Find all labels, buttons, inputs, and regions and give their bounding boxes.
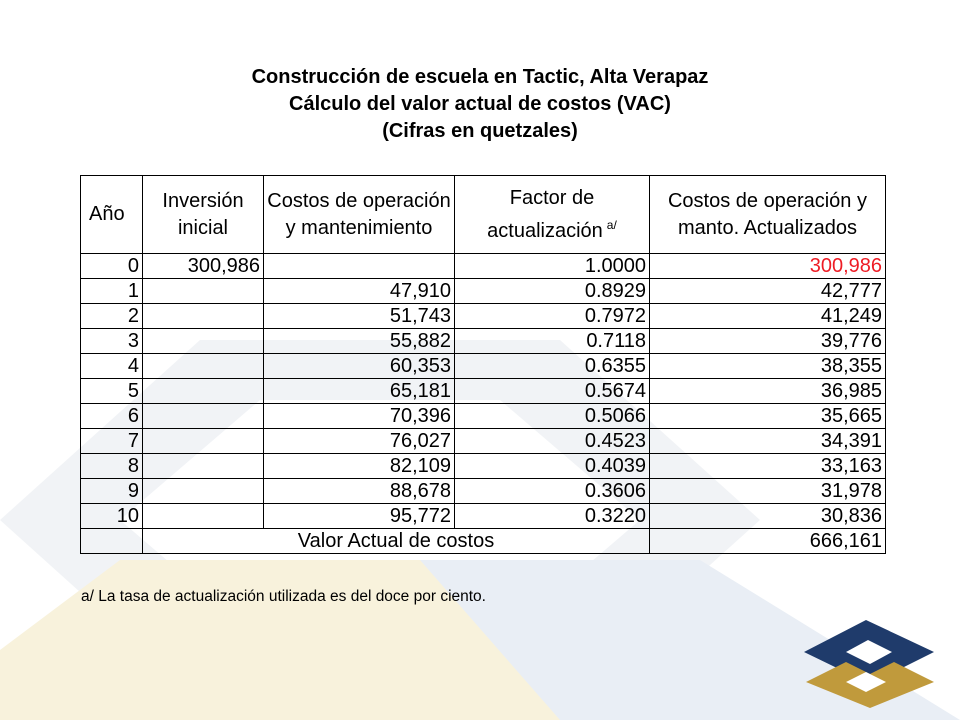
cell-updated: 31,978 [650, 479, 886, 504]
header-row [81, 176, 886, 254]
cell-year: 1 [81, 279, 143, 304]
cell-updated: 42,777 [650, 279, 886, 304]
header-investment: Inversión inicial [143, 176, 264, 254]
cell-investment [143, 304, 264, 329]
cell-factor: 0.8929 [455, 279, 650, 304]
cell-updated: 38,355 [650, 354, 886, 379]
cell-factor: 0.6355 [455, 354, 650, 379]
cell-updated: 33,163 [650, 454, 886, 479]
cell-op-costs: 60,353 [264, 354, 455, 379]
header-factor-label: Factor de actualización [487, 186, 603, 242]
cell-year: 6 [81, 404, 143, 429]
table-row [81, 304, 886, 329]
header-year: Año [81, 176, 143, 254]
cell-investment: 300,986 [143, 254, 264, 279]
cell-investment [143, 279, 264, 304]
logo [800, 618, 940, 710]
cell-op-costs: 95,772 [264, 504, 455, 529]
cell-year: 5 [81, 379, 143, 404]
cell-year: 3 [81, 329, 143, 354]
cell-op-costs: 88,678 [264, 479, 455, 504]
cell-updated: 39,776 [650, 329, 886, 354]
cell-year: 0 [81, 254, 143, 279]
footnote: a/ La tasa de actualización utilizada es del doce por ciento. [81, 588, 486, 605]
cell-investment [143, 479, 264, 504]
table-row [81, 254, 886, 279]
table-row [81, 504, 886, 529]
table-row [81, 479, 886, 504]
table-row [81, 429, 886, 454]
cell-factor: 0.5674 [455, 379, 650, 404]
header-op-costs: Costos de operación y mantenimiento [264, 176, 455, 254]
table-row [81, 279, 886, 304]
cell-factor: 0.3220 [455, 504, 650, 529]
cell-investment [143, 454, 264, 479]
header-factor [455, 176, 650, 254]
table-row [81, 354, 886, 379]
table-row [81, 329, 886, 354]
title-block [0, 64, 960, 145]
cell-op-costs: 70,396 [264, 404, 455, 429]
cell-op-costs: 55,882 [264, 329, 455, 354]
header-factor-note: a/ [606, 217, 617, 232]
cell-year: 2 [81, 304, 143, 329]
title-line-3: (Cifras en quetzales) [382, 120, 578, 142]
cell-factor: 0.3606 [455, 479, 650, 504]
cell-investment [143, 379, 264, 404]
total-row [81, 529, 886, 554]
cell-factor: 0.7972 [455, 304, 650, 329]
cell-op-costs: 65,181 [264, 379, 455, 404]
cell-op-costs: 82,109 [264, 454, 455, 479]
title-line-2: Cálculo del valor actual de costos (VAC) [289, 93, 671, 115]
header-updated-costs: Costos de operación y manto. Actualizados [650, 176, 886, 254]
cell-investment [143, 404, 264, 429]
cell-investment [143, 504, 264, 529]
cell-updated: 36,985 [650, 379, 886, 404]
cell-updated: 30,836 [650, 504, 886, 529]
cell-op-costs: 47,910 [264, 279, 455, 304]
cell-factor: 0.5066 [455, 404, 650, 429]
cell-total-empty [81, 529, 143, 554]
title-line-1: Construcción de escuela en Tactic, Alta Verapaz [251, 66, 709, 88]
table-row [81, 404, 886, 429]
table-row [81, 379, 886, 404]
cell-investment [143, 354, 264, 379]
cell-factor: 0.7118 [455, 329, 650, 354]
vac-table [80, 175, 886, 554]
cell-year: 7 [81, 429, 143, 454]
cell-op-costs: 51,743 [264, 304, 455, 329]
table-row [81, 454, 886, 479]
cell-factor: 1.0000 [455, 254, 650, 279]
cell-updated: 35,665 [650, 404, 886, 429]
cell-factor: 0.4523 [455, 429, 650, 454]
cell-updated: 34,391 [650, 429, 886, 454]
cell-investment [143, 429, 264, 454]
cell-updated: 41,249 [650, 304, 886, 329]
cell-year: 10 [81, 504, 143, 529]
cell-op-costs [264, 254, 455, 279]
cell-factor: 0.4039 [455, 454, 650, 479]
cell-year: 8 [81, 454, 143, 479]
cell-op-costs: 76,027 [264, 429, 455, 454]
cell-year: 9 [81, 479, 143, 504]
total-value: 666,161 [650, 529, 886, 554]
cell-year: 4 [81, 354, 143, 379]
cell-investment [143, 329, 264, 354]
total-label: Valor Actual de costos [143, 529, 650, 554]
cell-updated: 300,986 [650, 254, 886, 279]
